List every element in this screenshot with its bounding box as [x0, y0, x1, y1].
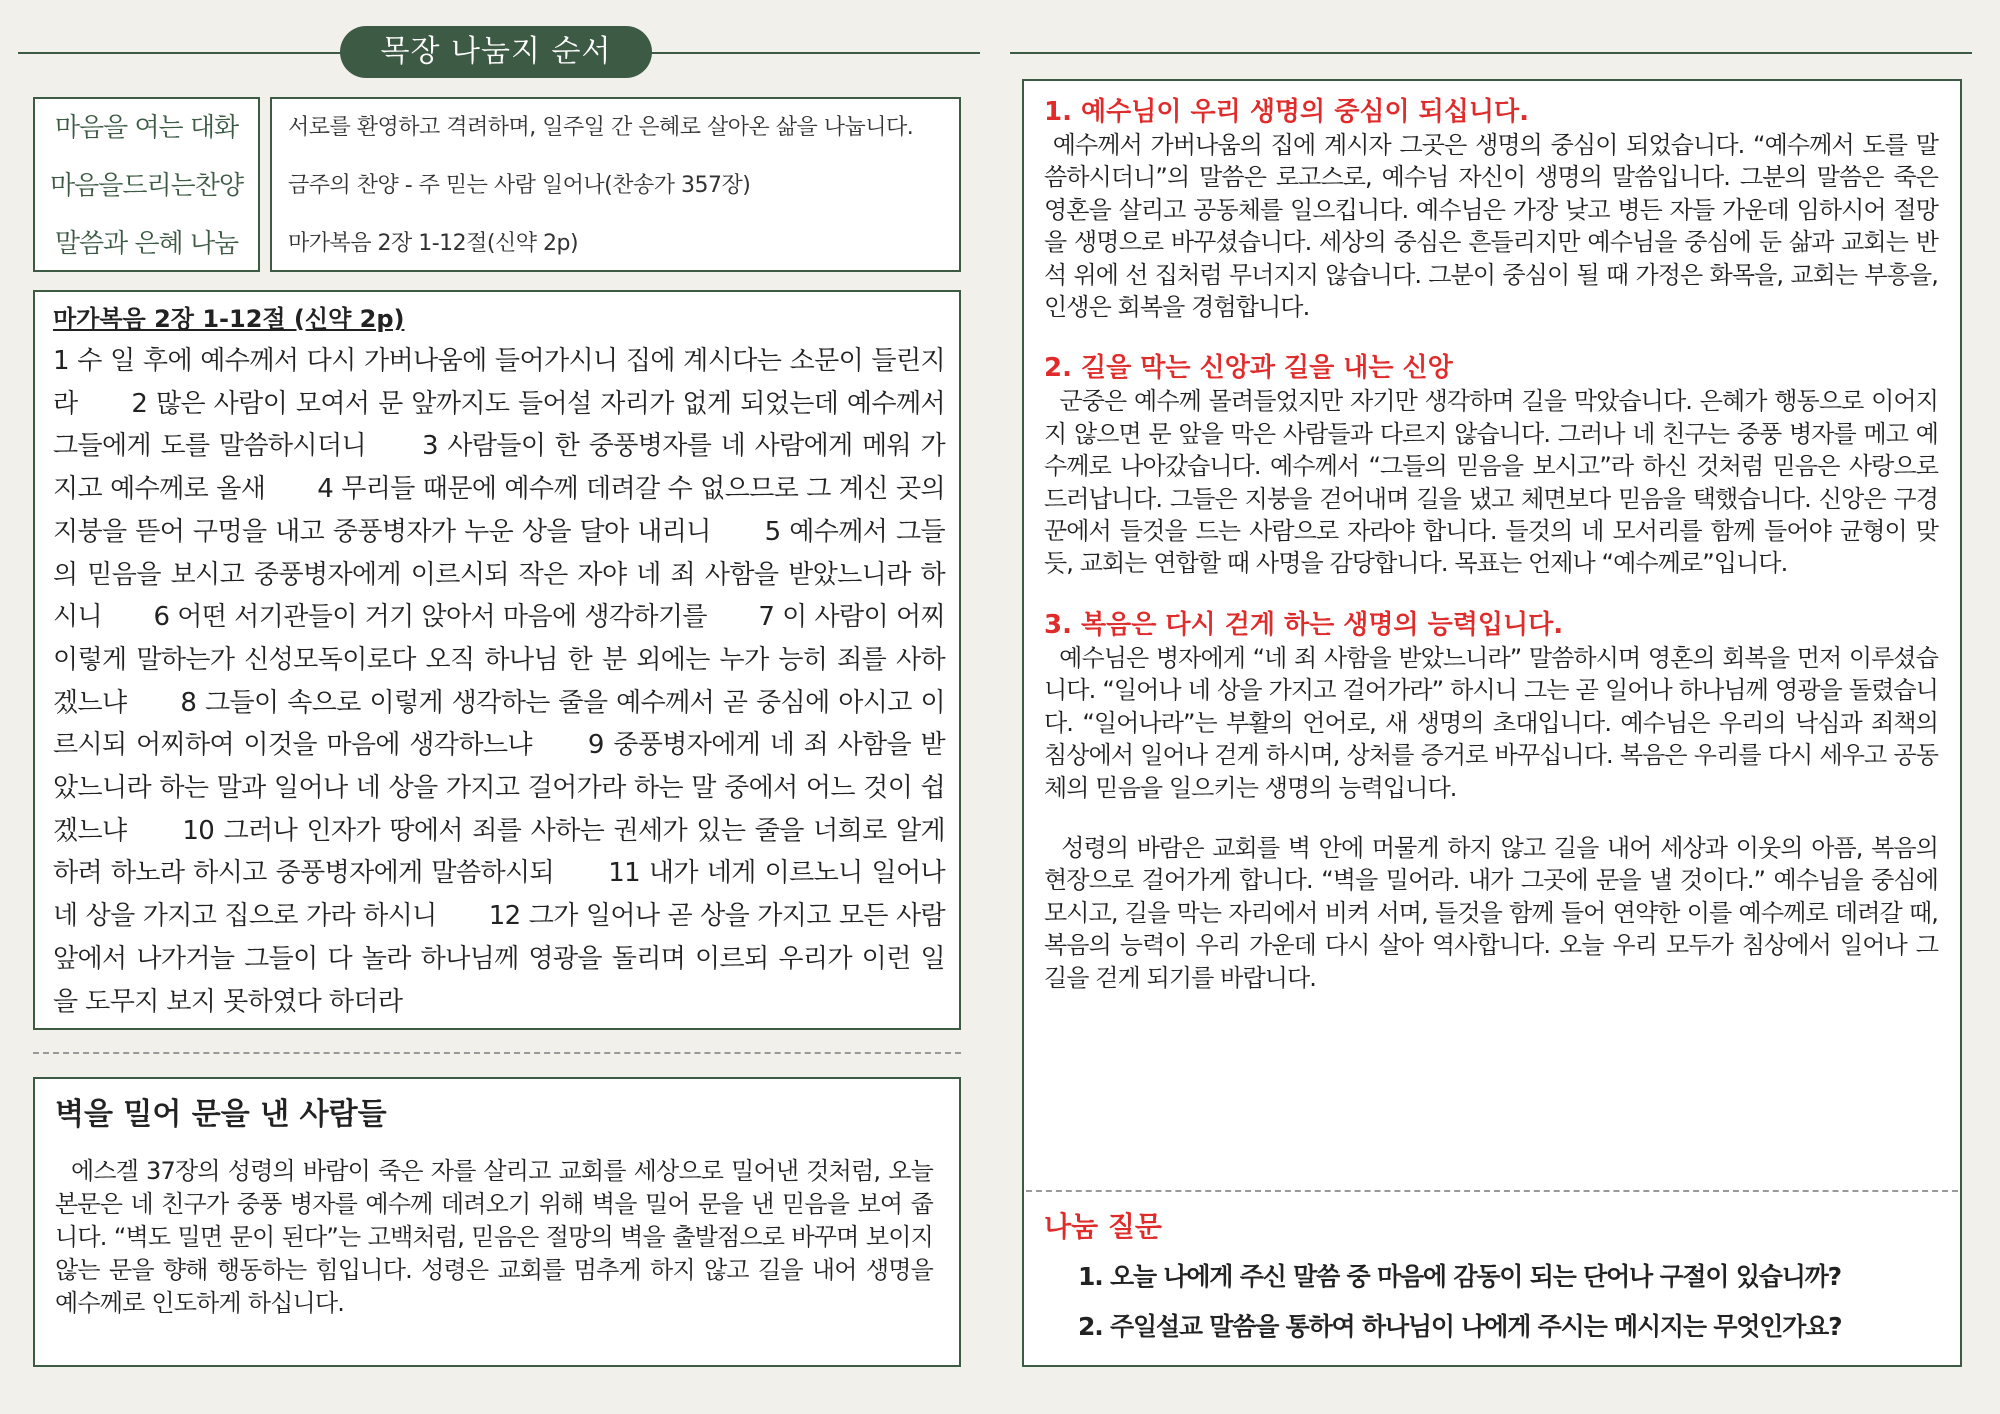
sermon-points-box [1022, 79, 1962, 1367]
order-items-box [270, 97, 961, 272]
point-title: 2. 길을 막는 신앙과 길을 내는 신앙 [1044, 353, 1453, 384]
header-rule-right [1010, 52, 1972, 54]
header-rule-mid [644, 52, 980, 54]
point-title: 1. 예수님이 우리 생명의 중심이 되십니다. [1044, 97, 1529, 127]
scripture-box [33, 290, 961, 1030]
order-label: 말씀과 은혜 나눔 [54, 229, 239, 259]
point-title: 3. 복음은 다시 걷게 하는 생명의 능력입니다. [1044, 609, 1564, 640]
sharing-title: 나눔 질문 [1044, 1210, 1162, 1243]
order-item: 금주의 찬양 - 주 믿는 사람 일어나(찬송가 357장) [288, 173, 751, 198]
order-label: 마음을 여는 대화 [54, 113, 239, 143]
sermon-box [33, 1077, 961, 1367]
section-divider [33, 1052, 961, 1054]
sermon-body: 에스겔 37장의 성령의 바람이 죽은 자를 살리고 교회를 세상으로 밀어낸 것처럼, 오늘 본문은 네 친구가 중풍 병자를 예수께 데려오기 위해 벽을 밀어 문을 낸 믿음을 보여 줍니다. “벽도 밀면 문이 된다”는 고백처럼, 믿음은 절망의 벽을 출발점으로 바꾸며 보이지 않는 문을 향해 행동하는 힘입니다. 성령은 교회를 멈추게 하지 않고 길을 내어 생명을 예수께로 인도하게 하십니다. [55, 1157, 933, 1317]
closing-paragraph: 성령의 바람은 교회를 벽 안에 머물게 하지 않고 길을 내어 세상과 이웃의 아픔, 복음의 현장으로 걸어가게 합니다. “벽을 밀어라. 내가 그곳에 문을 낼 것이다.” 예수님을 중심에 모시고, 길을 막는 자리에서 비켜 서며, 들것을 함께 들어 연약한 이를 예수께로 데려갈 때, 복음의 능력이 우리 가운데 다시 살아 역사합니다. 오늘 우리 모두가 침상에서 일어나 그 길을 걷게 되기를 바랍니다. [1044, 833, 1938, 992]
point-body: 예수님은 병자에게 “네 죄 사함을 받았느니라” 말씀하시며 영혼의 회복을 먼저 이루셨습니다. “일어나 네 상을 가지고 걸어가라” 하시니 그는 곧 일어나 하나님께 영광을 돌렸습니다. “일어나라”는 부활의 언어로, 새 생명의 초대입니다. 예수님은 우리의 낙심과 죄책의 침상에서 일어나 걷게 하시며, 상처를 증거로 바꾸십니다. 복음은 우리를 다시 세우고 공동체의 믿음을 일으키는 생명의 능력입니다. [1044, 643, 1938, 802]
header-rule-left [18, 52, 348, 54]
page-title: 목장 나눔지 순서 [340, 26, 652, 78]
order-labels-box [33, 97, 260, 272]
scripture-text: 1 수 일 후에 예수께서 다시 가버나움에 들어가시니 집에 계시다는 소문이 들린지라 2 많은 사람이 모여서 문 앞까지도 들어설 자리가 없게 되었는데 예수께서 그들에게 도를 말씀하시더니 3 사람들이 한 중풍병자를 네 사람에게 메워 가지고 예수께로 올새 4 무리들 때문에 예수께 데려갈 수 없으므로 그 계신 곳의 지붕을 뜯어 구멍을 내고 중풍병자가 누운 상을 달아 내리니 5 예수께서 그들의 믿음을 보시고 중풍병자에게 이르시되 작은 자야 네 죄 사함을 받았느니라 하시니 6 어떤 서기관들이 거기 앉아서 마음에 생각하기를 7 이 사람이 어찌 이렇게 말하는가 신성모독이로다 오직 하나님 한 분 외에는 누가 능히 죄를 사하겠느냐 8 그들이 속으로 이렇게 생각하는 줄을 예수께서 곧 중심에 아시고 이르시되 어찌하여 이것을 마음에 생각하느냐 9 중풍병자에게 네 죄 사함을 받았느니라 하는 말과 일어나 네 상을 가지고 걸어가라 하는 말 중에서 어느 것이 쉽겠느냐 10 그러나 인자가 땅에서 죄를 사하는 권세가 있는 줄을 너희로 알게 하려 하노라 하시고 중풍병자에게 말씀하시되 11 내가 네게 이르노니 일어나 네 상을 가지고 집으로 가라 하시니 12 그가 일어나 곧 상을 가지고 모든 사람 앞에서 나가거늘 그들이 다 놀라 하나님께 영광을 돌리며 이르되 우리가 이런 일을 도무지 보지 못하였다 하더라 [53, 346, 945, 1017]
order-label: 마음을드리는찬양 [50, 171, 243, 201]
order-item: 마가복음 2장 1-12절(신약 2p) [288, 231, 579, 256]
point-body: 예수께서 가버나움의 집에 계시자 그곳은 생명의 중심이 되었습니다. “예수께서 도를 말씀하시더니”의 말씀은 로고스로, 예수님 자신이 생명의 말씀입니다. 그분의 말씀은 죽은 영혼을 살리고 공동체를 일으킵니다. 예수님은 가장 낮고 병든 자들 가운데 임하시어 절망을 생명으로 바꾸셨습니다. 세상의 중심은 흔들리지만 예수님을 중심에 둔 삶과 교회는 반석 위에 선 집처럼 무너지지 않습니다. 그분이 중심이 될 때 가정은 화목을, 교회는 부흥을, 인생은 회복을 경험합니다. [1044, 131, 1938, 322]
sharing-divider [1026, 1190, 1958, 1192]
sharing-question: 2. 주일설교 말씀을 통하여 하나님이 나에게 주시는 메시지는 무엇인가요? [1078, 1312, 1842, 1341]
point-body: 군중은 예수께 몰려들었지만 자기만 생각하며 길을 막았습니다. 은혜가 행동으로 이어지지 않으면 문 앞을 막은 사람들과 다르지 않습니다. 그러나 네 친구는 중풍 병자를 메고 예수께로 나아갔습니다. 예수께서 “그들의 믿음을 보시고”라 하신 것처럼 믿음은 사랑으로 드러납니다. 그들은 지붕을 걷어내며 길을 냈고 체면보다 믿음을 택했습니다. 신앙은 구경꾼에서 들것을 드는 사람으로 자라야 합니다. 들것의 네 모서리를 함께 들어야 균형이 맞듯, 교회는 연합할 때 사명을 감당합니다. 목표는 언제나 “예수께로”입니다. [1044, 387, 1938, 578]
scripture-heading: 마가복음 2장 1-12절 (신약 2p) [53, 305, 405, 333]
sharing-question: 1. 오늘 나에게 주신 말씀 중 마음에 감동이 되는 단어나 구절이 있습니까? [1078, 1262, 1841, 1291]
order-item: 서로를 환영하고 격려하며, 일주일 간 은혜로 살아온 삶을 나눕니다. [288, 115, 914, 140]
sermon-title: 벽을 밀어 문을 낸 사람들 [55, 1097, 387, 1132]
